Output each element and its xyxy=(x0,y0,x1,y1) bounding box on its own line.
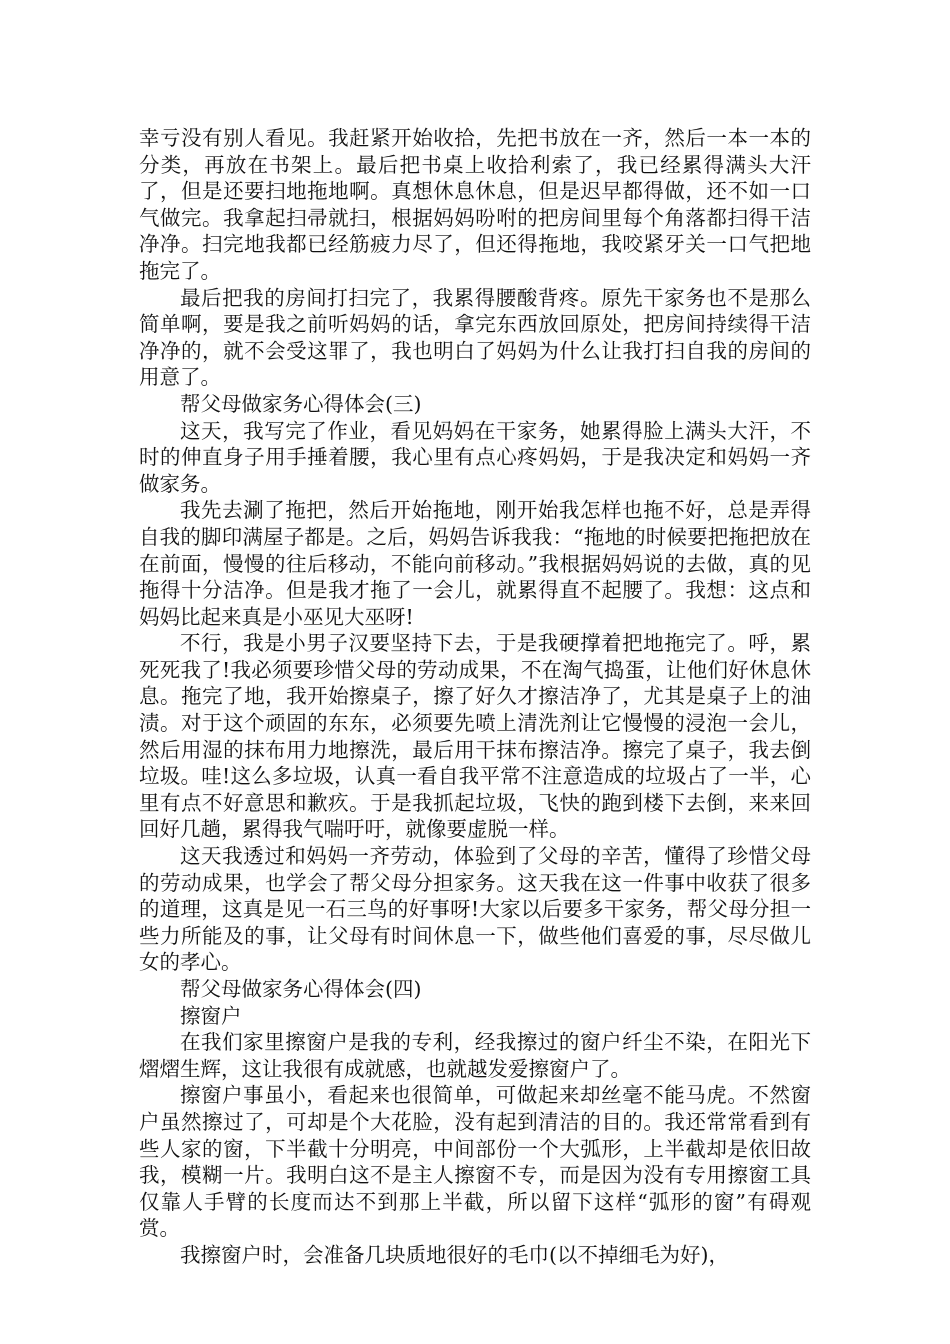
paragraph-9: 我擦窗户时，会准备几块质地很好的毛巾(以不掉细毛为好)， xyxy=(180,1242,729,1267)
section-heading-4: 帮父母做家务心得体会(四) xyxy=(180,977,422,1001)
section-heading-3: 帮父母做家务心得体会(三) xyxy=(180,391,422,416)
paragraph-7: 在我们家里擦窗户是我的专利，经我擦过的窗户纤尘不染，在阳光下熠熠生辉，这让我很有成就感，也就越发爱擦窗户了。 xyxy=(139,1030,811,1081)
paragraph-6: 这天我透过和妈妈一齐劳动，体验到了父母的辛苦，懂得了珍惜父母的劳动成果，也学会了帮父母分担家务。这天我在这一件事中收获了很多的道理，这真是见一石三鸟的好事呀!大家以后要多干家务，帮父母分担一些力所能及的事，让父母有时间休息一下，做些他们喜爱的事，尽尽做儿女的孝心。 xyxy=(139,844,811,975)
document-body xyxy=(139,125,811,1269)
paragraph-8: 擦窗户事虽小，看起来也很简单，可做起来却丝毫不能马虎。不然窗户虽然擦过了，可却是个大花脸，没有起到清洁的目的。我还常常看到有些人家的窗，下半截十分明亮，中间部份一个大弧形，上半截却是依旧故我，模糊一片。我明白这不是主人擦窗不专，而是因为没有专用擦窗工具仅靠人手臂的长度而达不到那上半截，所以留下这样“弧形的窗”有碍观赏。 xyxy=(139,1083,811,1241)
paragraph-4: 我先去涮了拖把，然后开始拖地，刚开始我怎样也拖不好，总是弄得自我的脚印满屋子都是。之后，妈妈告诉我我：“拖地的时候要把拖把放在在前面，慢慢的往后移动，不能向前移动。”我根据妈妈说的去做，真的见拖得十分洁净。但是我才拖了一会儿，就累得直不起腰了。我想：这点和妈妈比起来真是小巫见大巫呀! xyxy=(139,498,811,629)
subheading-window-cleaning: 擦窗户 xyxy=(180,1003,242,1028)
paragraph-1: 幸亏没有别人看见。我赶紧开始收拾，先把书放在一齐，然后一本一本的分类，再放在书架上。最后把书桌上收拾利索了，我已经累得满头大汗了，但是还要扫地拖地啊。真想休息休息，但是迟早都得做，还不如一口气做完。我拿起扫帚就扫，根据妈妈吩咐的把房间里每个角落都扫得干洁净净。扫完地我都已经筋疲力尽了，但还得拖地，我咬紧牙关一口气把地拖完了。 xyxy=(139,126,811,283)
paragraph-2: 最后把我的房间打扫完了，我累得腰酸背疼。原先干家务也不是那么简单啊，要是我之前听妈妈的话，拿完东西放回原处，把房间持续得干洁净净的，就不会受这罪了，我也明白了妈妈为什么让我打扫自我的房间的用意了。 xyxy=(139,285,811,390)
paragraph-3: 这天，我写完了作业，看见妈妈在干家务，她累得脸上满头大汗，不时的伸直身子用手捶着腰，我心里有点心疼妈妈，于是我决定和妈妈一齐做家务。 xyxy=(139,418,811,496)
paragraph-5: 不行，我是小男子汉要坚持下去，于是我硬撑着把地拖完了。呼，累死死我了!我必须要珍惜父母的劳动成果，不在淘气捣蛋，让他们好休息休息。拖完了地，我开始擦桌子，擦了好久才擦洁净了，尤其是桌子上的油渍。对于这个顽固的东东，必须要先喷上清洗剂让它慢慢的浸泡一会儿，然后用湿的抹布用力地擦洗，最后用干抹布擦洁净。擦完了桌子，我去倒垃圾。哇!这么多垃圾，认真一看自我平常不注意造成的垃圾占了一半，心里有点不好意思和歉疚。于是我抓起垃圾，飞快的跑到楼下去倒，来来回回好几趟，累得我气喘吁吁，就像要虚脱一样。 xyxy=(139,631,811,842)
